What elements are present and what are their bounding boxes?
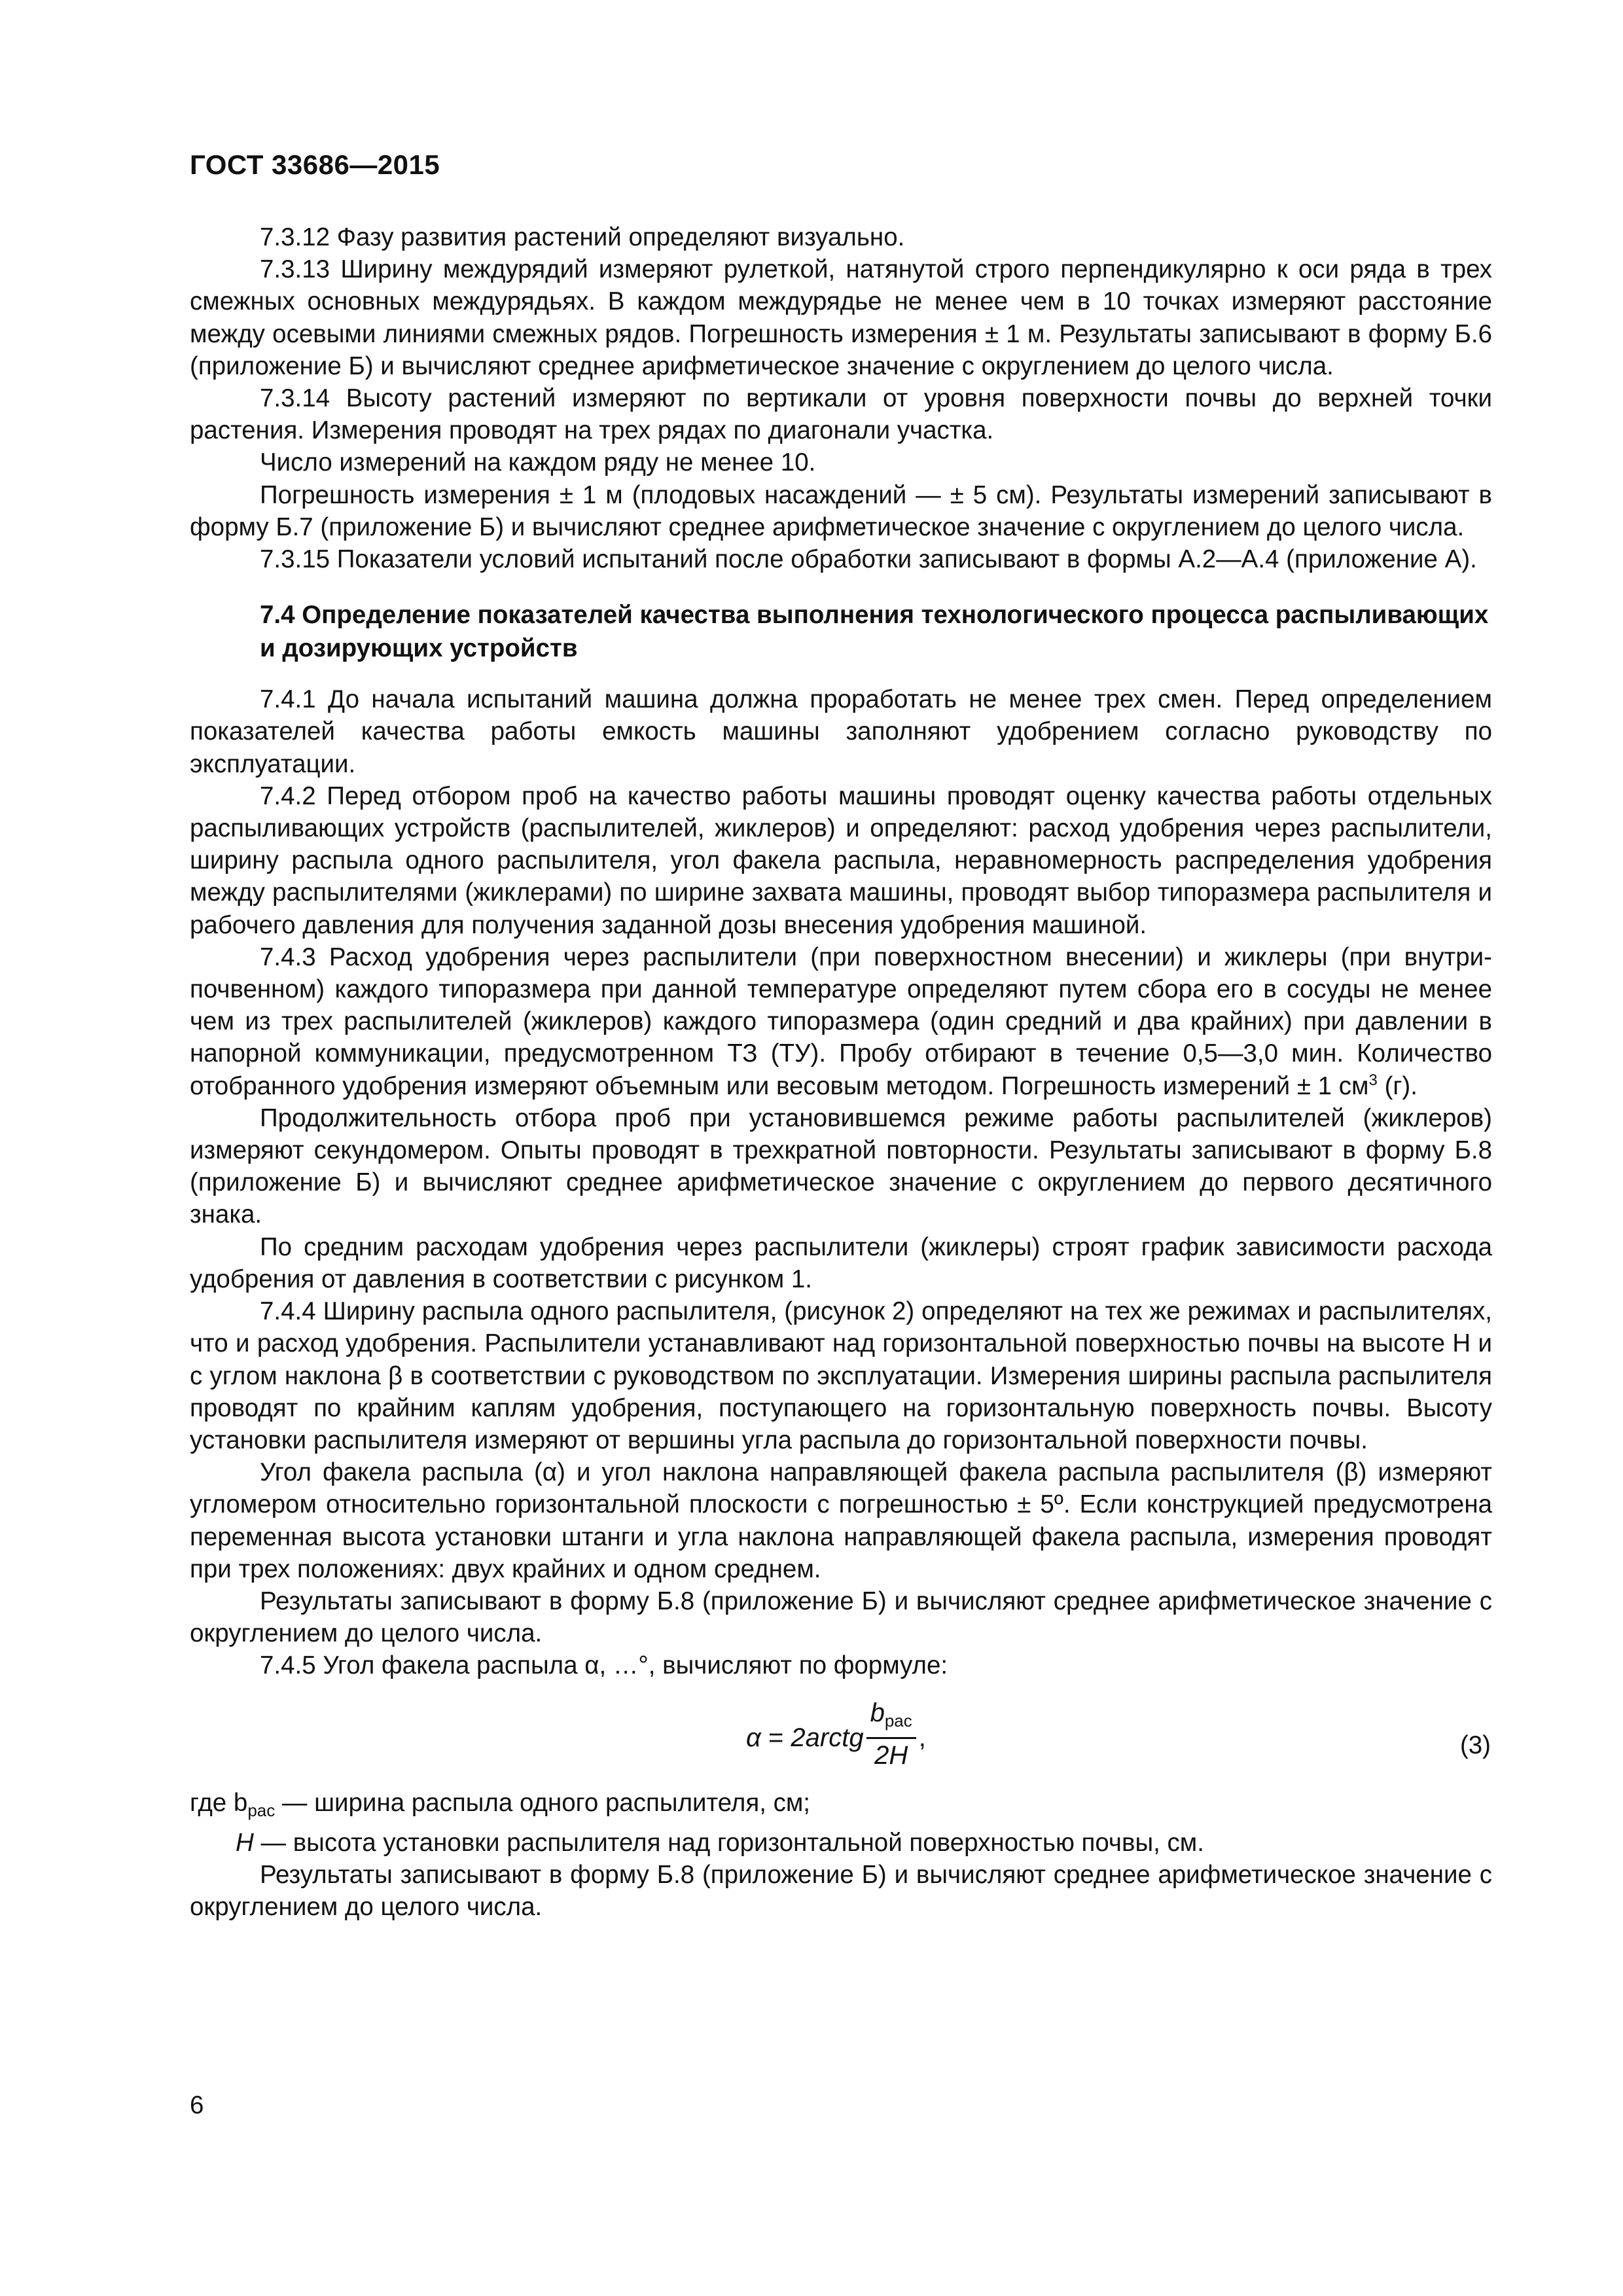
- formula-numerator-sub: рас: [884, 1710, 912, 1731]
- formula-fraction: [866, 1698, 916, 1770]
- where-b-sub: рас: [247, 1800, 276, 1820]
- standard-title: ГОСТ 33686—2015: [190, 149, 440, 180]
- formula-lhs: α: [746, 1723, 761, 1752]
- paragraph-7-4-4-results: Результаты записывают в форму Б.8 (приложение Б) и вычисляют среднее арифметическое значение с округлением до целого числа.: [190, 1587, 1492, 1648]
- formula-numerator-var: b: [870, 1698, 885, 1727]
- paragraph-7-4-3-graph: По средним расходам удобрения через распылители (жиклеры) строят график зависимости расхода удобрения от давления в соответствии с рисунком 1.: [190, 1232, 1492, 1293]
- paragraph-7-3-13: 7.3.13 Ширину междурядий измеряют рулеткой, натянутой строго перпендикулярно к оси ряда в трех смежных основных междурядьях. В каждом междурядье не менее чем в 10 точках измеряют расстояние между осевыми линиями смежных рядов. Погрешность измерения ± 1 м. Результаты записывают в форму Б.6 (приложение Б) и вычисляют среднее арифметическое значение с округлением до целого числа.: [190, 255, 1492, 380]
- where-h-desc: — высота установки распылителя над горизонтальной поверхностью почвы, см.: [253, 1828, 1204, 1857]
- where-b-line: [190, 1787, 1492, 1827]
- section-heading-7-4: 7.4 Определение показателей качества выполнения технологического процесса распыливающих и дозирующих устройств: [260, 601, 1489, 663]
- formula-numerator: [866, 1698, 916, 1739]
- unit-superscript: 3: [1368, 1071, 1378, 1089]
- paragraph-7-4-1: 7.4.1 До начала испытаний машина должна проработать не менее трех смен. Перед определением показателей качества работы емкость машины заполняют удобрением согласно руководству по эксплуатации.: [190, 685, 1492, 778]
- where-h-var: Н: [236, 1828, 254, 1857]
- paragraph-7-4-3: [190, 941, 1492, 1102]
- paragraph-7-4-5: 7.4.5 Угол факела распыла α, …°, вычисляют по формуле:: [260, 1651, 948, 1680]
- document-body: [190, 221, 1492, 1923]
- paragraph-7-4-5-results: Результаты записывают в форму Б.8 (приложение Б) и вычисляют среднее арифметическое значение с округлением до целого числа.: [190, 1860, 1492, 1922]
- formula-trailing: ,: [918, 1723, 926, 1752]
- where-lead: где: [190, 1788, 234, 1817]
- formula-row: [190, 1689, 1492, 1787]
- paragraph-7-4-4-angle: Угол факела распыла (α) и угол наклона направляющей факела распыла распылителя (β) измеряют угломером относительно горизонтальной плоскости с погрешностью ± 5º. Если конструкцией предусмотрена переменная высота установки штанги и угла наклона направляющей факела распыла, измерения проводят при трех положениях: двух крайних и одном среднем.: [190, 1458, 1492, 1583]
- paragraph-7-3-14-count: Число измерений на каждом ряду не менее 10.: [260, 448, 816, 477]
- where-b-desc: — ширина распыла одного распылителя, см;: [275, 1788, 811, 1817]
- paragraph-7-3-12: 7.3.12 Фазу развития растений определяют визуально.: [260, 223, 905, 251]
- paragraph-7-4-4: 7.4.4 Ширину распыла одного распылителя, (рисунок 2) определяют на тех же режимах и распылителях, что и расход удобрения. Распылители устанавливают над горизонтальной поверхностью почвы на высоте Н и с углом наклона β в соответствии с руководством по эксплуатации. Измерения ширины распыла распылителя проводят по крайним каплям удобрения, поступающего на горизонтальную поверхность почвы. Высоту установки распылителя измеряют от вершины угла распыла до горизонтальной поверхности почвы.: [190, 1297, 1492, 1454]
- paragraph-7-3-14-error: Погрешность измерения ± 1 м (плодовых насаждений — ± 5 см). Результаты измерений записывают в форму Б.7 (приложение Б) и вычисляют среднее арифметическое значение с округлением до целого числа.: [190, 480, 1492, 541]
- page-number: 6: [190, 2091, 204, 2119]
- formula-3: [746, 1698, 926, 1776]
- paragraph-7-3-14: 7.3.14 Высоту растений измеряют по вертикали от уровня поверхности почвы до верхней точки растения. Измерения проводят на трех рядах по диагонали участка.: [190, 384, 1492, 445]
- where-b-var: b: [233, 1788, 248, 1817]
- where-h-line: [190, 1827, 1492, 1859]
- formula-function: 2arctg: [791, 1723, 864, 1752]
- paragraph-7-3-15: 7.3.15 Показатели условий испытаний после обработки записывают в формы А.2—А.4 (приложение А).: [260, 545, 1477, 574]
- paragraph-7-4-3-tail: (г).: [1377, 1071, 1418, 1100]
- paragraph-7-4-2: 7.4.2 Перед отбором проб на качество работы машины проводят оценку качества работы отдельных распыливающих устройств (распылителей, жиклеров) и определяют: расход удобрения через распылители, ширину распыла одного распылителя, угол факела распыла, неравномерность распределения удобрения между распылителями (жиклерами) по ширине захвата машины, проводят выбор типоразмера распылителя и рабочего давления для получения заданной дозы внесения удобрения машиной.: [190, 781, 1492, 939]
- formula-denominator: 2H: [874, 1740, 908, 1770]
- paragraph-7-4-3-duration: Продолжительность отбора проб при установившемся режиме работы распылителей (жиклеров) измеряют секундомером. Опыты проводят в трехкратной повторности. Результаты записывают в форму Б.8 (приложение Б) и вычисляют среднее арифметическое значение с округлением до первого десятичного знака.: [190, 1103, 1492, 1229]
- formula-equals: =: [768, 1723, 784, 1752]
- paragraph-7-4-3-text: 7.4.3 Расход удобрения через распылители (при поверхностном внесении) и жиклеры (при внутрипочвенном) каждого типоразмера при данной температуре определяют путем сбора его в сосуды не менее чем из трех распылителей (жиклеров) каждого типоразмера (один средний и два крайних) при давлении в напорной коммуникации, предусмотренном ТЗ (ТУ). Пробу отбирают в течение 0,5—3,0 мин. Количество отобранного удобрения измеряют объемным или весовым методом. Погрешность измерений ± 1 см: [190, 942, 1492, 1100]
- formula-number: (3): [1459, 1731, 1491, 1759]
